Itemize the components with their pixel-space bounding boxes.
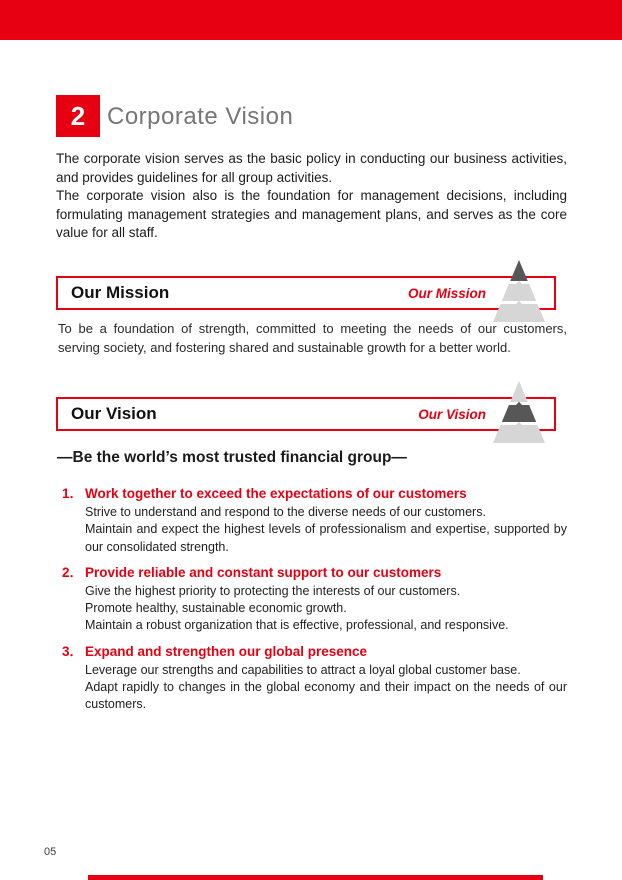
page-title: Corporate Vision bbox=[107, 103, 294, 130]
item-heading-text: Expand and strengthen our global presence bbox=[85, 643, 368, 659]
vision-pyramid-icon bbox=[492, 380, 546, 444]
item-line: Maintain a robust organization that is effective, professional, and responsive. bbox=[85, 618, 509, 633]
item-heading-text: Provide reliable and constant support to our customers bbox=[85, 564, 442, 580]
section-number-badge bbox=[56, 95, 100, 137]
mission-italic-label: Our Mission bbox=[407, 285, 486, 301]
item-line: Promote healthy, sustainable economic growth. bbox=[85, 601, 347, 616]
item-line: Leverage our strengths and capabilities to attract a loyal global customer base. bbox=[85, 662, 521, 677]
vision-italic-label: Our Vision bbox=[418, 406, 486, 422]
mission-section-header bbox=[56, 276, 556, 310]
mission-title: Our Mission bbox=[71, 283, 170, 302]
item-number: 1． bbox=[62, 486, 84, 501]
item-number: 3． bbox=[62, 643, 84, 659]
item-line: Adapt rapidly to changes in the global economy and their impact on the needs of our customers. bbox=[85, 680, 567, 712]
list-item bbox=[62, 565, 567, 635]
mission-statement: To be a foundation of strength, committed to meeting the needs of our customers, serving society, and fostering shared and sustainable growth for a better world. bbox=[58, 321, 567, 355]
item-body bbox=[85, 504, 567, 556]
item-heading bbox=[62, 486, 567, 502]
item-heading bbox=[62, 565, 567, 581]
top-red-bar bbox=[0, 0, 622, 40]
vision-title: Our Vision bbox=[71, 404, 157, 423]
mission-pyramid-icon bbox=[492, 259, 546, 323]
item-heading-text: Work together to exceed the expectations of our customers bbox=[85, 486, 467, 501]
page-number: 05 bbox=[44, 846, 57, 858]
intro-paragraph: The corporate vision serves as the basic policy in conducting our business activities, and provides guidelines for all group activities. bbox=[56, 151, 567, 185]
item-number: 2． bbox=[62, 564, 84, 580]
list-item bbox=[62, 486, 567, 556]
item-line: Strive to understand and respond to the diverse needs of our customers. bbox=[85, 505, 486, 519]
list-item bbox=[62, 644, 567, 714]
intro-paragraph: The corporate vision also is the foundation for management decisions, including formulating management strategies and management plans, and serves as the core value for all staff. bbox=[56, 188, 567, 241]
item-line: Give the highest priority to protecting the interests of our customers. bbox=[85, 583, 461, 598]
item-body bbox=[85, 583, 567, 635]
vision-principles-list bbox=[62, 486, 567, 723]
vision-section-header bbox=[56, 397, 556, 431]
vision-tagline: —Be the world’s most trusted financial group— bbox=[57, 449, 407, 466]
bottom-red-bar bbox=[88, 875, 543, 880]
item-body bbox=[85, 662, 567, 714]
item-heading bbox=[62, 644, 567, 660]
section-number: 2 bbox=[70, 100, 86, 131]
intro-text bbox=[56, 150, 567, 243]
item-line: Maintain and expect the highest levels of professionalism and expertise, supported by our consolidated strength. bbox=[85, 522, 567, 554]
